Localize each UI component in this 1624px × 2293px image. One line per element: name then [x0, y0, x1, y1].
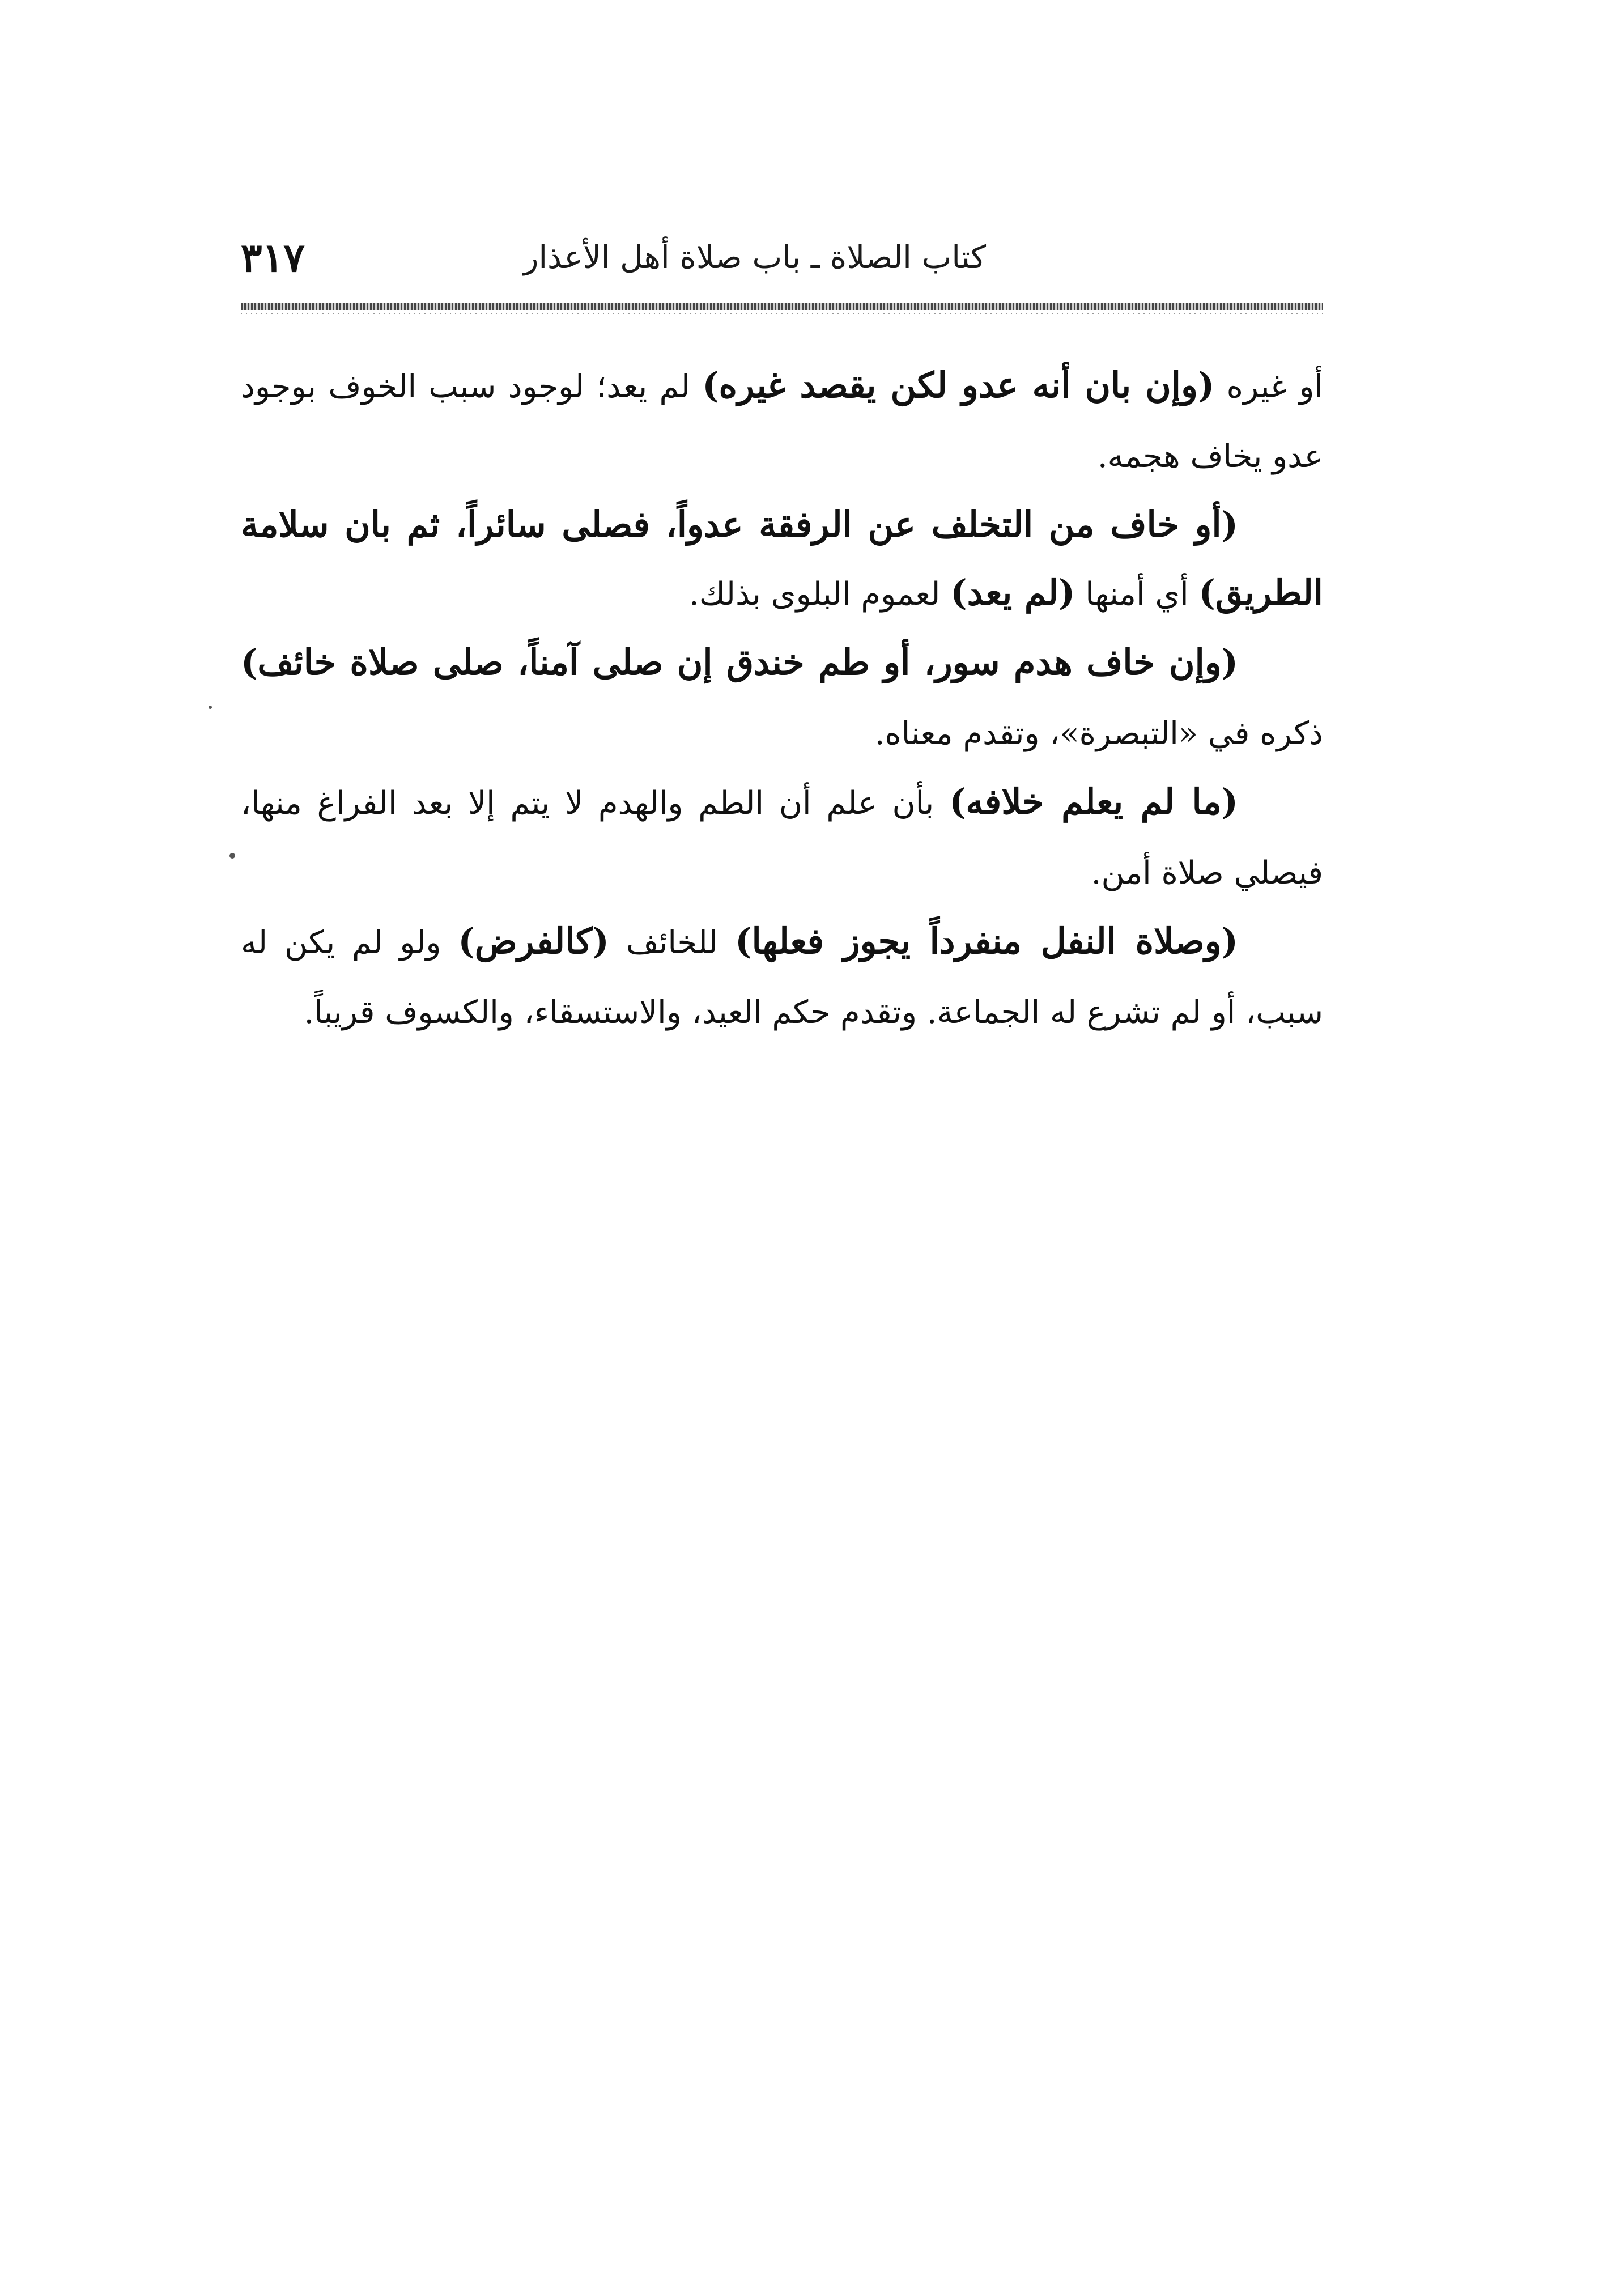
commentary-text: للخائف [609, 924, 736, 961]
matn-text: (وإن خاف هدم سور، أو طم خندق إن صلى آمناً، صلى صلاة خائف) [241, 642, 1238, 683]
paragraph [241, 491, 1323, 629]
commentary-text: أو غيره [1214, 368, 1324, 405]
stray-mark [209, 706, 212, 709]
stray-mark [229, 853, 235, 859]
body-text [241, 351, 1323, 1047]
commentary-text: أي أمنها [1075, 576, 1199, 613]
paragraph [241, 629, 1323, 768]
header-rule-thin [241, 313, 1323, 314]
header-title: كتاب الصلاة ـ باب صلاة أهل الأعذار [523, 239, 986, 276]
matn-text: (لم يعد) [950, 572, 1075, 613]
commentary-text: ولو لم يكن له سبب، أو لم تشرع له الجماعة. وتقدم حكم العيد، والاستسقاء، والكسوف قريباً. [241, 924, 1323, 1031]
commentary-text: بأن علم أن الطم والهدم لا يتم إلا بعد الفراغ منها، فيصلي صلاة أمن. [241, 785, 1323, 891]
matn-text: (كالفرض) [458, 920, 609, 962]
page-number: ٣١٧ [241, 234, 305, 281]
paragraph [241, 351, 1323, 491]
header-rule [241, 303, 1323, 310]
matn-text: (ما لم يعلم خلافه) [949, 781, 1238, 822]
commentary-text: لم يعد؛ لوجود سبب الخوف بوجود عدو يخاف هجمه. [241, 368, 1323, 475]
commentary-text: ذكره في «التبصرة»، وتقدم معناه. [874, 715, 1323, 752]
running-header [241, 232, 1323, 295]
commentary-text: لعموم البلوى بذلك. [688, 576, 951, 613]
matn-text: (أو خاف من التخلف عن الرفقة عدواً، فصلى سائراً، ثم بان سلامة الطريق) [241, 504, 1323, 613]
paragraph [241, 907, 1323, 1047]
matn-text: (وإن بان أنه عدو لكن يقصد غيره) [702, 364, 1215, 406]
matn-text: (وصلاة النفل منفرداً يجوز فعلها) [735, 920, 1238, 962]
paragraph [241, 768, 1323, 907]
